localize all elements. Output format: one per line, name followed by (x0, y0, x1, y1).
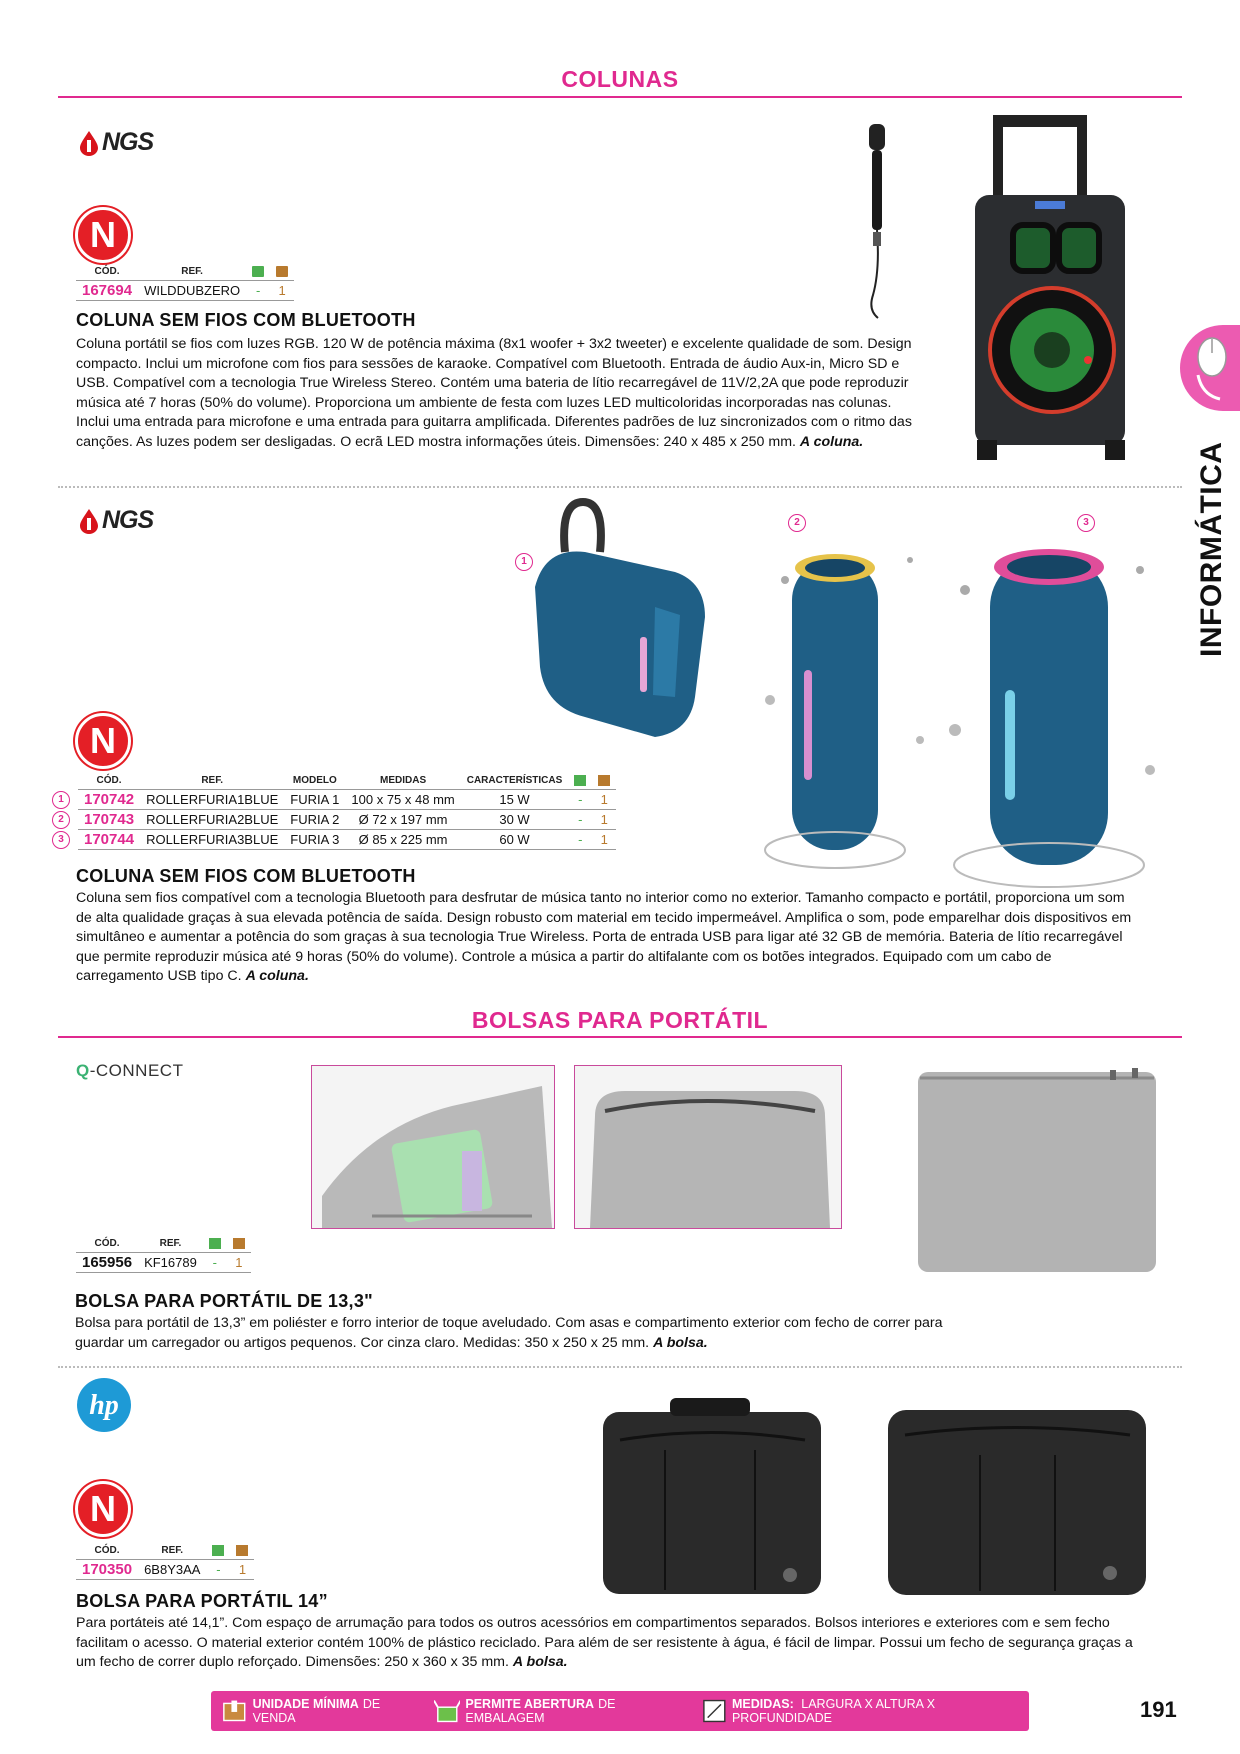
section-rule (58, 96, 1182, 98)
box-icon (221, 1697, 248, 1725)
product-carac: 30 W (461, 810, 569, 830)
col-cod: CÓD. (94, 1238, 120, 1250)
legend-open-package: PERMITE ABERTURA DE EMBALAGEM (434, 1697, 686, 1725)
product-modelo: FURIA 2 (284, 810, 345, 830)
product-ref: 6B8Y3AA (138, 1560, 206, 1580)
product-medidas: Ø 72 x 197 mm (345, 810, 460, 830)
min-value: 1 (270, 281, 294, 301)
table-row (52, 830, 616, 850)
product-description: Coluna portátil se fios com luzes RGB. 120 W de potência máxima (8x1 woofer + 3x2 tweeter) e excelente qualidade de som. Design compacto. Inclui um microfone com fios para sessões de karaoke. Compatível com Bluetooth. Entrada de áudio Aux-in, Micro SD e USB. Compatível com a tecnologia True Wireless Stereo. Contém uma bateria de lítio recarregável de 11V/2,2A que pode reproduzir música até 7 horas (50% do volume). Proporciona um ambiente de festa com luzes LED multicoloridas incorporadas nas colunas. Inclui uma entrada para microfone e uma entrada para guitarra amplificada. Diferentes padrões de luz sincronizados com o ritmo das canções. As luzes podem ser desligadas. O ecrã LED mostra informações úteis. Dimensões: 240 x 485 x 250 mm. A coluna. (76, 336, 912, 450)
section-rule (58, 1036, 1182, 1038)
open-value: - (568, 790, 592, 810)
product-title: BOLSA PARA PORTÁTIL DE 13,3" (75, 1291, 373, 1311)
bag-detail-image-2 (574, 1065, 842, 1229)
row-number: 3 (52, 831, 70, 849)
ngs-logo (78, 506, 153, 535)
product-code: 170350 (76, 1560, 138, 1580)
qconnect-logo-q: Q (76, 1061, 90, 1080)
spec-table-165956 (76, 1238, 251, 1273)
col-open-icon (203, 1238, 227, 1253)
table-row (52, 790, 616, 810)
product-code: 170742 (78, 790, 140, 810)
product-code: 165956 (76, 1253, 138, 1273)
product-ref: ROLLERFURIA1BLUE (140, 790, 284, 810)
table-row (76, 281, 294, 301)
open-value: - (203, 1253, 227, 1273)
hp-bag-image-1 (600, 1390, 825, 1600)
unit-label: A bolsa. (653, 1334, 708, 1351)
spec-table-167694 (76, 266, 294, 301)
col-modelo: MODELO (292, 775, 337, 787)
furia2-speaker-image (760, 520, 930, 880)
col-min-icon (592, 775, 616, 790)
row-number: 1 (52, 791, 70, 809)
unit-label: A coluna. (245, 968, 309, 985)
new-badge: N (75, 1481, 131, 1537)
product-medidas: Ø 85 x 225 mm (345, 830, 460, 850)
ngs-logo-text: NGS (102, 506, 154, 534)
col-min-icon (270, 266, 294, 281)
col-medidas: MEDIDAS (380, 775, 427, 787)
open-value: - (246, 281, 270, 301)
product-title: COLUNA SEM FIOS COM BLUETOOTH (76, 866, 416, 886)
product-description: Para portáteis até 14,1”. Com espaço de arrumação para todos os outros acessórios em compartimentos separados. Bolsos interiores e exteriores com e sem fecho facilitam o acesso. O material exterior contém 100% de plástico reciclado. Para além de ser resistente à água, é fácil de limpar. Possui um fecho de segurança graças a um fecho de correr duplo reforçado. Dimensões: 250 x 360 x 35 mm. A bolsa. (76, 1615, 1133, 1671)
page-number: 191 (1140, 1697, 1177, 1722)
ngs-logo (78, 128, 153, 157)
party-speaker-image (965, 115, 1145, 475)
product-medidas: 100 x 75 x 48 mm (345, 790, 460, 810)
product-code: 167694 (76, 281, 138, 301)
legend-measures: MEDIDAS: LARGURA X ALTURA X PROFUNDIDADE (702, 1697, 1023, 1725)
spec-table-170350 (76, 1545, 254, 1580)
new-badge: N (75, 713, 131, 769)
min-value: 1 (592, 790, 616, 810)
product-description: Coluna sem fios compatível com a tecnologia Bluetooth para desfrutar de música tanto no interior como no exterior. Tamanho compacto e portátil, proporciona um som de alta qualidade graças à sua elevada potência de saída. Design robusto com material em tecido impermeável. Amplifica o som, pode emparelhar dois dispositivos em simultâneo e aumentar a potência do som graças à sua tecnologia True Wireless. Porta de entrada USB para ligar até 32 GB de memória. Bateria de lítio recarregável que permite reproduzir música até 9 horas (50% do volume). Controle a música a partir do altifalante com os botões integrados. Equipado com um cabo de carregamento USB tipo C. A coluna. (76, 890, 1132, 985)
spec-table-furia (52, 775, 616, 850)
col-open-icon (206, 1545, 230, 1560)
product-carac: 15 W (461, 790, 569, 810)
furia3-speaker-image (945, 510, 1160, 890)
min-value: 1 (592, 810, 616, 830)
col-ref: REF. (161, 1545, 184, 1557)
new-badge: N (75, 207, 131, 263)
image-label-1: 1 (515, 553, 533, 571)
col-cod: CÓD. (94, 266, 120, 278)
col-ref: REF. (159, 1238, 182, 1250)
hp-logo-text: hp (89, 1390, 119, 1421)
row-number: 2 (52, 811, 70, 829)
open-value: - (568, 810, 592, 830)
bag-front-image (910, 1060, 1162, 1278)
product-code: 170744 (78, 830, 140, 850)
product-ref: KF16789 (138, 1253, 203, 1273)
product-title: BOLSA PARA PORTÁTIL 14” (76, 1591, 328, 1611)
col-min-icon (230, 1545, 254, 1560)
product-code: 170743 (78, 810, 140, 830)
product-ref: ROLLERFURIA2BLUE (140, 810, 284, 830)
ngs-drop-icon (78, 508, 100, 534)
mouse-hand-icon (1190, 335, 1234, 401)
side-tab-label: INFORMÁTICA (1195, 441, 1228, 657)
open-value: - (206, 1560, 230, 1580)
divider (58, 486, 1182, 488)
ngs-logo-text: NGS (102, 128, 154, 156)
table-row (76, 1253, 251, 1273)
product-description: Bolsa para portátil de 13,3” em poliéster e forro interior de toque aveludado. Com asas e compartimento exterior com fecho de correr para guardar um carregador ou artigos pequenos. Cor cinza claro. Medidas: 350 x 250 x 25 mm. A bolsa. (75, 1315, 943, 1351)
product-title: COLUNA SEM FIOS COM BLUETOOTH (76, 310, 416, 330)
qconnect-logo-text: -CONNECT (89, 1061, 184, 1080)
product-modelo: FURIA 3 (284, 830, 345, 850)
col-min-icon (227, 1238, 251, 1253)
image-label-3: 3 (1077, 514, 1095, 532)
product-ref: ROLLERFURIA3BLUE (140, 830, 284, 850)
open-value: - (568, 830, 592, 850)
product-carac: 60 W (461, 830, 569, 850)
unit-label: A coluna. (799, 433, 864, 450)
furia1-speaker-image (505, 497, 715, 747)
section-title-colunas: COLUNAS (561, 66, 679, 92)
bag-detail-image-1 (311, 1065, 555, 1229)
ngs-drop-icon (78, 130, 100, 156)
hp-bag-image-2 (885, 1395, 1150, 1600)
min-value: 1 (227, 1253, 251, 1273)
min-value: 1 (592, 830, 616, 850)
col-open-icon (568, 775, 592, 790)
section-title-bolsas: BOLSAS PARA PORTÁTIL (471, 1007, 769, 1033)
dimensions-icon (702, 1698, 727, 1724)
col-ref: REF. (181, 266, 203, 278)
table-row (76, 1560, 254, 1580)
image-label-2: 2 (788, 514, 806, 532)
col-cod: CÓD. (96, 775, 122, 787)
unit-label: A bolsa. (512, 1654, 568, 1671)
hp-logo (76, 1377, 132, 1433)
open-box-icon (434, 1697, 461, 1725)
col-caracteristicas: CARACTERÍSTICAS (466, 775, 563, 787)
col-open-icon (246, 266, 270, 281)
table-row (52, 810, 616, 830)
microphone-image (858, 120, 898, 320)
col-ref: REF. (201, 775, 223, 787)
product-modelo: FURIA 1 (284, 790, 345, 810)
qconnect-logo (76, 1061, 183, 1081)
min-value: 1 (230, 1560, 254, 1580)
col-cod: CÓD. (94, 1545, 120, 1557)
footer-legend (211, 1691, 1029, 1731)
product-ref: WILDDUBZERO (138, 281, 246, 301)
divider (58, 1366, 1182, 1368)
legend-min-unit: UNIDADE MÍNIMA DE VENDA (221, 1697, 418, 1725)
